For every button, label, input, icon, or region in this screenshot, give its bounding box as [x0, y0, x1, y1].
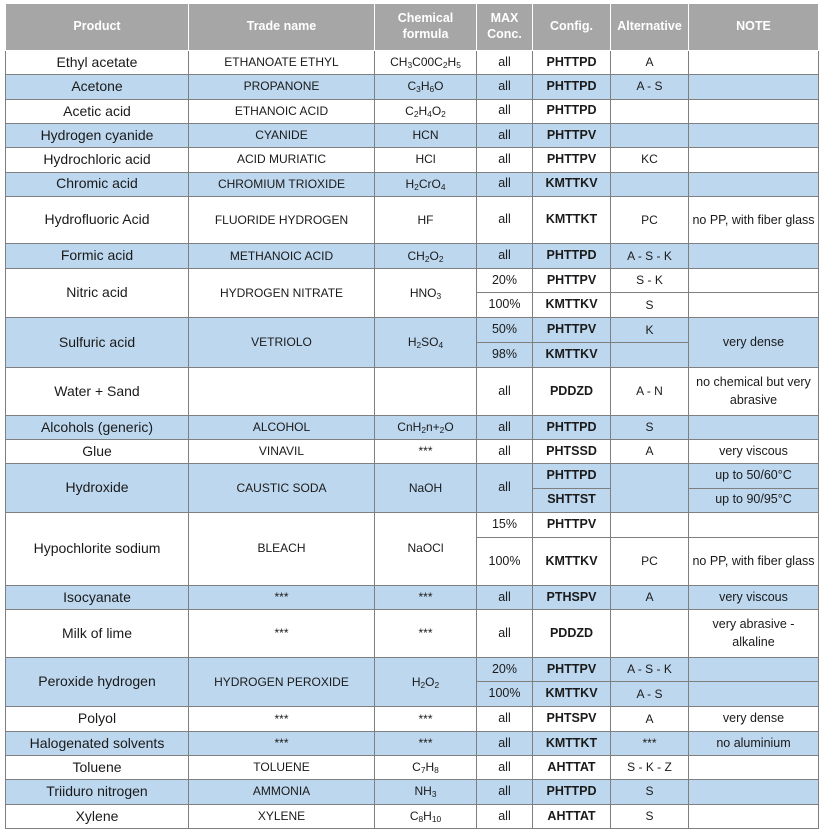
header-chemical-formula: Chemical formula [375, 4, 477, 51]
formula-subscript: 2 [441, 108, 446, 119]
max-concentration: 100% [477, 538, 533, 586]
alternative [611, 342, 689, 367]
formula-subscript: 4 [440, 181, 446, 192]
note [689, 804, 819, 828]
note [689, 268, 819, 292]
trade-name: CHROMIUM TRIOXIDE [189, 172, 375, 196]
max-concentration: all [477, 756, 533, 780]
config-code: PHTTPD [533, 99, 611, 123]
note: up to 90/95°C [689, 488, 819, 512]
formula-part: HF [417, 212, 434, 227]
product-name: Hydroxide [6, 464, 189, 513]
max-concentration: all [477, 415, 533, 439]
formula-part: HCN [412, 128, 439, 143]
formula-subscript: 2 [434, 679, 440, 690]
note [689, 293, 819, 318]
max-concentration: all [477, 610, 533, 658]
chemical-formula [375, 610, 477, 658]
alternative [611, 512, 689, 537]
config-code: AHTTAT [533, 756, 611, 780]
formula-subscript: 2 [442, 60, 448, 71]
formula-subscript: 5 [456, 60, 461, 71]
formula-subscript: 2 [413, 108, 419, 119]
formula-subscript: 2 [424, 253, 430, 264]
chemical-formula [375, 99, 477, 123]
config-code: PHTTPV [533, 512, 611, 537]
config-code: KMTTKV [533, 342, 611, 367]
product-name: Ethyl acetate [6, 51, 189, 75]
table-row [6, 756, 819, 780]
max-concentration: 20% [477, 268, 533, 292]
config-code: PHTTPD [533, 244, 611, 268]
max-concentration: all [477, 464, 533, 513]
formula-subscript: 2 [421, 424, 426, 435]
config-code: KMTTKV [533, 538, 611, 586]
chemical-formula [375, 512, 477, 585]
trade-name: *** [189, 731, 375, 755]
formula-part: H [418, 103, 428, 118]
config-code: PHTTPD [533, 780, 611, 804]
formula-subscript: 8 [434, 765, 439, 776]
note: up to 50/60°C [689, 464, 819, 488]
config-code: KMTTKV [533, 682, 611, 707]
note [689, 148, 819, 172]
formula-part: C [405, 103, 414, 118]
config-code: PDDZD [533, 368, 611, 416]
chemical-formula [375, 75, 477, 99]
chemical-formula [375, 657, 477, 707]
alternative: A - S - K [611, 657, 689, 681]
max-concentration: all [477, 172, 533, 196]
alternative [611, 123, 689, 147]
config-code: PDDZD [533, 610, 611, 658]
chemical-formula [375, 439, 477, 463]
formula-subscript: 3 [431, 789, 437, 800]
formula-part: *** [418, 589, 433, 604]
formula-part: C [409, 808, 419, 823]
header-row [6, 4, 819, 51]
note: no PP, with fiber glass [689, 538, 819, 586]
note [689, 51, 819, 75]
table-row [6, 804, 819, 828]
product-name: Acetone [6, 75, 189, 99]
max-concentration: 15% [477, 512, 533, 537]
product-name: Polyol [6, 707, 189, 731]
trade-name: ETHANOATE ETHYL [189, 51, 375, 75]
max-concentration: all [477, 99, 533, 123]
trade-name: *** [189, 585, 375, 609]
max-concentration: 50% [477, 318, 533, 342]
formula-subscript: 10 [431, 813, 442, 824]
header-note: NOTE [689, 4, 819, 51]
config-code: KMTTKV [533, 172, 611, 196]
formula-subscript: 3 [436, 290, 442, 301]
formula-part: *** [418, 711, 433, 726]
note [689, 172, 819, 196]
note [689, 415, 819, 439]
chemical-formula [375, 268, 477, 318]
alternative: S [611, 293, 689, 318]
max-concentration: all [477, 368, 533, 416]
chemical-formula [375, 196, 477, 244]
alternative: K [611, 318, 689, 342]
config-code: PTHSPV [533, 585, 611, 609]
alternative: A - S [611, 75, 689, 99]
trade-name: PROPANONE [189, 75, 375, 99]
table-row [6, 123, 819, 147]
alternative: A [611, 585, 689, 609]
product-name: Isocyanate [6, 585, 189, 609]
chemical-formula [375, 804, 477, 828]
note [689, 99, 819, 123]
formula-part: *** [418, 625, 433, 640]
max-concentration: all [477, 148, 533, 172]
product-name: Halogenated solvents [6, 731, 189, 755]
trade-name: HYDROGEN PEROXIDE [189, 657, 375, 707]
table-row [6, 75, 819, 99]
trade-name: ALCOHOL [189, 415, 375, 439]
alternative [611, 99, 689, 123]
product-name: Triiduro nitrogen [6, 780, 189, 804]
max-concentration: all [477, 707, 533, 731]
alternative: *** [611, 731, 689, 755]
max-concentration: all [477, 780, 533, 804]
formula-subscript: 7 [420, 765, 426, 776]
note: no chemical but very abrasive [689, 368, 819, 416]
note [689, 756, 819, 780]
config-code: PHTTPV [533, 123, 611, 147]
trade-name: VETRIOLO [189, 318, 375, 368]
chemical-compatibility-table [5, 3, 819, 829]
header-product: Product [6, 4, 189, 51]
header-config: Config. [533, 4, 611, 51]
formula-part: CnH [397, 419, 422, 434]
table-row [6, 318, 819, 342]
formula-subscript: 2 [438, 253, 444, 264]
header-max-conc: MAX Conc. [477, 4, 533, 51]
table-row [6, 610, 819, 658]
formula-subscript: 8 [418, 813, 424, 824]
note: very dense [689, 707, 819, 731]
formula-part: O [431, 103, 442, 118]
table-row [6, 439, 819, 463]
table-row [6, 268, 819, 292]
formula-part: C [407, 79, 417, 94]
chemical-formula [375, 368, 477, 416]
config-code: PHTTPV [533, 657, 611, 681]
product-name: Milk of lime [6, 610, 189, 658]
trade-name: CAUSTIC SODA [189, 464, 375, 513]
formula-part: O [444, 419, 454, 434]
max-concentration: all [477, 585, 533, 609]
alternative: PC [611, 538, 689, 586]
config-code: PHTTPD [533, 51, 611, 75]
max-concentration: all [477, 804, 533, 828]
chemical-formula [375, 731, 477, 755]
formula-subscript: 4 [438, 340, 444, 351]
product-name: Xylene [6, 804, 189, 828]
table-row [6, 148, 819, 172]
trade-name: FLUORIDE HYDROGEN [189, 196, 375, 244]
note [689, 123, 819, 147]
alternative: PC [611, 196, 689, 244]
config-code: PHTSSD [533, 439, 611, 463]
header-alternative: Alternative [611, 4, 689, 51]
formula-part: H [407, 335, 417, 350]
max-concentration: all [477, 196, 533, 244]
product-name: Peroxide hydrogen [6, 657, 189, 707]
alternative: S - K - Z [611, 756, 689, 780]
formula-part: SO [421, 335, 439, 350]
formula-part: C [412, 760, 421, 775]
formula-part: NaOH [408, 480, 443, 495]
chemical-formula [375, 707, 477, 731]
trade-name: ETHANOIC ACID [189, 99, 375, 123]
formula-subscript: 4 [427, 108, 432, 119]
formula-part: H [447, 55, 457, 70]
formula-part: n+ [425, 419, 440, 434]
alternative: A - S - K [611, 244, 689, 268]
table-row [6, 657, 819, 681]
config-code: PHTTPV [533, 268, 611, 292]
alternative: S [611, 415, 689, 439]
chemical-formula [375, 585, 477, 609]
alternative: A [611, 51, 689, 75]
chemical-formula [375, 464, 477, 513]
chemical-formula [375, 756, 477, 780]
table-row [6, 731, 819, 755]
formula-part: CH [390, 55, 408, 70]
alternative: KC [611, 148, 689, 172]
config-code: KMTTKT [533, 731, 611, 755]
note [689, 512, 819, 537]
product-name: Hydrofluoric Acid [6, 196, 189, 244]
note: no PP, with fiber glass [689, 196, 819, 244]
table-row [6, 415, 819, 439]
config-code: PHTSPV [533, 707, 611, 731]
formula-part: O [434, 79, 444, 94]
config-code: PHTTPD [533, 75, 611, 99]
max-concentration: all [477, 244, 533, 268]
product-name: Water + Sand [6, 368, 189, 416]
max-concentration: all [477, 731, 533, 755]
max-concentration: 98% [477, 342, 533, 367]
table-row [6, 512, 819, 537]
product-name: Hydrogen cyanide [6, 123, 189, 147]
header-trade-name: Trade name [189, 4, 375, 51]
table-row [6, 244, 819, 268]
config-code: PHTTPD [533, 464, 611, 488]
table-row [6, 368, 819, 416]
note [689, 75, 819, 99]
product-name: Toluene [6, 756, 189, 780]
table-row [6, 172, 819, 196]
product-name: Acetic acid [6, 99, 189, 123]
max-concentration: all [477, 123, 533, 147]
note: very viscous [689, 439, 819, 463]
formula-part: *** [418, 444, 433, 459]
config-code: PHTTPV [533, 148, 611, 172]
note [689, 244, 819, 268]
formula-part: *** [418, 735, 433, 750]
product-name: Hypochlorite sodium [6, 512, 189, 585]
product-name: Chromic acid [6, 172, 189, 196]
table-row [6, 99, 819, 123]
chemical-formula [375, 244, 477, 268]
alternative [611, 172, 689, 196]
trade-name: ACID MURIATIC [189, 148, 375, 172]
chemical-formula [375, 318, 477, 368]
formula-part: HCl [415, 152, 436, 167]
max-concentration: 100% [477, 293, 533, 318]
trade-name: *** [189, 707, 375, 731]
formula-subscript: 2 [420, 679, 426, 690]
config-code: AHTTAT [533, 804, 611, 828]
product-name: Hydrochloric acid [6, 148, 189, 172]
alternative: S [611, 804, 689, 828]
trade-name [189, 368, 375, 416]
trade-name: AMMONIA [189, 780, 375, 804]
config-code: PHTTPD [533, 415, 611, 439]
note [689, 657, 819, 681]
trade-name: HYDROGEN NITRATE [189, 268, 375, 318]
table-row [6, 585, 819, 609]
trade-name: VINAVIL [189, 439, 375, 463]
alternative [611, 610, 689, 658]
config-code: PHTTPV [533, 318, 611, 342]
formula-subscript: 2 [439, 424, 445, 435]
formula-part: H [405, 176, 415, 191]
formula-subscript: 2 [414, 181, 419, 192]
product-name: Alcohols (generic) [6, 415, 189, 439]
trade-name: BLEACH [189, 512, 375, 585]
product-name: Glue [6, 439, 189, 463]
formula-part: H [423, 808, 432, 823]
alternative: A [611, 707, 689, 731]
alternative: A [611, 439, 689, 463]
formula-part: O [425, 674, 435, 689]
alternative [611, 464, 689, 513]
product-name: Sulfuric acid [6, 318, 189, 368]
formula-part: CrO [418, 176, 441, 191]
max-concentration: all [477, 75, 533, 99]
chemical-formula [375, 51, 477, 75]
product-name: Nitric acid [6, 268, 189, 318]
trade-name: *** [189, 610, 375, 658]
table-row [6, 196, 819, 244]
chemical-formula [375, 415, 477, 439]
note [689, 682, 819, 707]
formula-part: C00C [412, 55, 443, 70]
product-name: Formic acid [6, 244, 189, 268]
formula-part: H [420, 79, 430, 94]
chemical-formula [375, 148, 477, 172]
formula-subscript: 3 [407, 60, 413, 71]
chemical-formula [375, 172, 477, 196]
formula-part: O [429, 248, 439, 263]
note: no aluminium [689, 731, 819, 755]
formula-part: NaOCl [407, 541, 444, 556]
note [689, 780, 819, 804]
alternative: S - K [611, 268, 689, 292]
table-row [6, 780, 819, 804]
trade-name: CYANIDE [189, 123, 375, 147]
trade-name: XYLENE [189, 804, 375, 828]
formula-subscript: 2 [416, 340, 422, 351]
config-code: SHTTST [533, 488, 611, 512]
config-code: KMTTKT [533, 196, 611, 244]
note: very viscous [689, 585, 819, 609]
trade-name: METHANOIC ACID [189, 244, 375, 268]
max-concentration: all [477, 51, 533, 75]
table-row [6, 464, 819, 488]
table-row [6, 51, 819, 75]
formula-subscript: 6 [429, 84, 435, 95]
note: very abrasive - alkaline [689, 610, 819, 658]
note: very dense [689, 318, 819, 368]
formula-part: CH [407, 248, 425, 263]
formula-part: H [411, 674, 421, 689]
chemical-formula [375, 780, 477, 804]
formula-part: H [425, 760, 435, 775]
alternative: S [611, 780, 689, 804]
alternative: A - S [611, 682, 689, 707]
formula-subscript: 3 [416, 84, 421, 95]
trade-name: TOLUENE [189, 756, 375, 780]
alternative: A - N [611, 368, 689, 416]
formula-part: HNO [409, 285, 437, 300]
config-code: KMTTKV [533, 293, 611, 318]
max-concentration: 20% [477, 657, 533, 681]
max-concentration: all [477, 439, 533, 463]
chemical-formula [375, 123, 477, 147]
formula-part: NH [414, 784, 432, 799]
table-row [6, 707, 819, 731]
max-concentration: 100% [477, 682, 533, 707]
